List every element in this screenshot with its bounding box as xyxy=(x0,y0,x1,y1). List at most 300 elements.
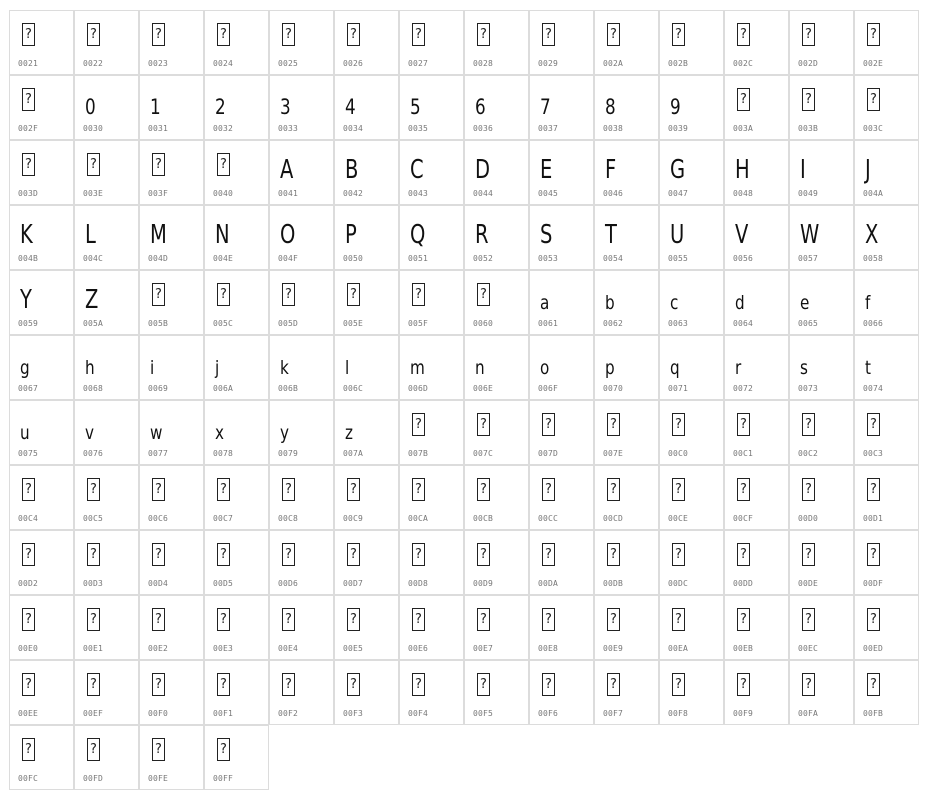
missing-glyph-icon: ? xyxy=(737,543,750,566)
glyph-character: 1 xyxy=(150,95,161,119)
missing-glyph-icon: ? xyxy=(152,608,165,631)
codepoint-label: 002A xyxy=(603,59,624,68)
glyph-character: 8 xyxy=(605,95,616,119)
codepoint-label: 00D7 xyxy=(343,579,364,588)
codepoint-label: 004D xyxy=(148,254,169,263)
glyph-cell xyxy=(854,140,919,205)
glyph-cell xyxy=(529,10,594,75)
glyph-cell xyxy=(854,530,919,595)
codepoint-label: 0073 xyxy=(798,384,819,393)
codepoint-label: 00E4 xyxy=(278,644,299,653)
codepoint-label: 0053 xyxy=(538,254,559,263)
glyph-cell xyxy=(594,205,659,270)
codepoint-label: 006F xyxy=(538,384,559,393)
glyph-cell xyxy=(399,660,464,725)
glyph-character: f xyxy=(865,292,871,314)
glyph-cell xyxy=(204,595,269,660)
codepoint-label: 002E xyxy=(863,59,884,68)
glyph-cell xyxy=(9,660,74,725)
glyph-cell xyxy=(269,270,334,335)
glyph-cell xyxy=(9,725,74,790)
codepoint-label: 005C xyxy=(213,319,234,328)
glyph-character: h xyxy=(85,357,95,379)
glyph-character: F xyxy=(605,155,617,185)
glyph-cell xyxy=(9,10,74,75)
glyph-cell xyxy=(399,335,464,400)
codepoint-label: 004A xyxy=(863,189,884,198)
codepoint-label: 003D xyxy=(18,189,39,198)
glyph-cell xyxy=(464,270,529,335)
codepoint-label: 00D2 xyxy=(18,579,39,588)
glyph-cell xyxy=(204,465,269,530)
glyph-cell xyxy=(334,140,399,205)
glyph-cell xyxy=(269,335,334,400)
codepoint-label: 005A xyxy=(83,319,104,328)
codepoint-label: 00DC xyxy=(668,579,689,588)
codepoint-label: 0039 xyxy=(668,124,689,133)
glyph-cell xyxy=(139,660,204,725)
codepoint-label: 0047 xyxy=(668,189,689,198)
codepoint-label: 0071 xyxy=(668,384,689,393)
missing-glyph-icon: ? xyxy=(282,478,295,501)
glyph-cell xyxy=(334,10,399,75)
glyph-character: L xyxy=(85,220,96,250)
codepoint-label: 004C xyxy=(83,254,104,263)
missing-glyph-icon: ? xyxy=(412,283,425,306)
codepoint-label: 003F xyxy=(148,189,169,198)
missing-glyph-icon: ? xyxy=(152,283,165,306)
codepoint-label: 0021 xyxy=(18,59,39,68)
codepoint-label: 0030 xyxy=(83,124,104,133)
missing-glyph-icon: ? xyxy=(802,413,815,436)
glyph-cell xyxy=(854,335,919,400)
missing-glyph-icon: ? xyxy=(802,608,815,631)
glyph-cell xyxy=(269,205,334,270)
glyph-character: d xyxy=(735,292,745,314)
codepoint-label: 003A xyxy=(733,124,754,133)
codepoint-label: 006B xyxy=(278,384,299,393)
codepoint-label: 00E5 xyxy=(343,644,364,653)
codepoint-label: 0025 xyxy=(278,59,299,68)
glyph-cell xyxy=(529,270,594,335)
glyph-character: 2 xyxy=(215,95,226,119)
glyph-cell xyxy=(334,205,399,270)
missing-glyph-icon: ? xyxy=(672,478,685,501)
glyph-cell xyxy=(789,400,854,465)
codepoint-label: 00FC xyxy=(18,774,39,783)
codepoint-label: 006C xyxy=(343,384,364,393)
missing-glyph-icon: ? xyxy=(737,413,750,436)
codepoint-label: 00C7 xyxy=(213,514,234,523)
missing-glyph-icon: ? xyxy=(152,153,165,176)
codepoint-label: 00EF xyxy=(83,709,104,718)
codepoint-label: 00F9 xyxy=(733,709,754,718)
codepoint-label: 002D xyxy=(798,59,819,68)
codepoint-label: 00D9 xyxy=(473,579,494,588)
codepoint-label: 003E xyxy=(83,189,104,198)
codepoint-label: 004E xyxy=(213,254,234,263)
missing-glyph-icon: ? xyxy=(347,543,360,566)
glyph-cell xyxy=(269,400,334,465)
codepoint-label: 0028 xyxy=(473,59,494,68)
glyph-cell xyxy=(724,530,789,595)
codepoint-label: 00D6 xyxy=(278,579,299,588)
codepoint-label: 0076 xyxy=(83,449,104,458)
glyph-cell xyxy=(204,660,269,725)
codepoint-label: 0072 xyxy=(733,384,754,393)
codepoint-label: 0054 xyxy=(603,254,624,263)
glyph-cell xyxy=(529,530,594,595)
codepoint-label: 00CA xyxy=(408,514,429,523)
glyph-cell xyxy=(74,400,139,465)
glyph-cell xyxy=(139,465,204,530)
glyph-cell xyxy=(139,270,204,335)
glyph-character: M xyxy=(150,220,167,250)
glyph-cell xyxy=(854,270,919,335)
glyph-cell xyxy=(9,335,74,400)
missing-glyph-icon: ? xyxy=(217,283,230,306)
glyph-cell xyxy=(334,465,399,530)
missing-glyph-icon: ? xyxy=(477,283,490,306)
codepoint-label: 00F7 xyxy=(603,709,624,718)
missing-glyph-icon: ? xyxy=(347,478,360,501)
missing-glyph-icon: ? xyxy=(347,673,360,696)
glyph-cell xyxy=(854,660,919,725)
codepoint-label: 0045 xyxy=(538,189,559,198)
glyph-cell xyxy=(139,75,204,140)
codepoint-label: 00C4 xyxy=(18,514,39,523)
glyph-cell xyxy=(9,465,74,530)
codepoint-label: 007B xyxy=(408,449,429,458)
glyph-cell xyxy=(269,465,334,530)
codepoint-label: 0061 xyxy=(538,319,559,328)
glyph-cell xyxy=(789,335,854,400)
codepoint-label: 0022 xyxy=(83,59,104,68)
glyph-cell xyxy=(9,205,74,270)
glyph-cell xyxy=(334,270,399,335)
missing-glyph-icon: ? xyxy=(867,673,880,696)
missing-glyph-icon: ? xyxy=(347,608,360,631)
glyph-cell xyxy=(464,660,529,725)
glyph-cell xyxy=(74,75,139,140)
glyph-cell xyxy=(334,660,399,725)
codepoint-label: 00F4 xyxy=(408,709,429,718)
glyph-cell xyxy=(334,595,399,660)
missing-glyph-icon: ? xyxy=(412,23,425,46)
glyph-cell xyxy=(204,205,269,270)
glyph-character: w xyxy=(150,422,163,444)
codepoint-label: 0046 xyxy=(603,189,624,198)
glyph-cell xyxy=(529,205,594,270)
glyph-cell xyxy=(269,140,334,205)
glyph-cell xyxy=(139,725,204,790)
glyph-cell xyxy=(204,140,269,205)
codepoint-label: 00E8 xyxy=(538,644,559,653)
glyph-character: Q xyxy=(410,220,426,250)
codepoint-label: 00EC xyxy=(798,644,819,653)
glyph-cell xyxy=(594,530,659,595)
codepoint-label: 0055 xyxy=(668,254,689,263)
glyph-cell xyxy=(529,660,594,725)
codepoint-label: 00E0 xyxy=(18,644,39,653)
codepoint-label: 00F3 xyxy=(343,709,364,718)
missing-glyph-icon: ? xyxy=(867,413,880,436)
glyph-cell xyxy=(529,140,594,205)
glyph-cell xyxy=(74,140,139,205)
missing-glyph-icon: ? xyxy=(22,673,35,696)
glyph-cell xyxy=(789,660,854,725)
missing-glyph-icon: ? xyxy=(607,673,620,696)
codepoint-label: 0029 xyxy=(538,59,559,68)
codepoint-label: 00C6 xyxy=(148,514,169,523)
glyph-character: 3 xyxy=(280,95,291,119)
codepoint-label: 00F2 xyxy=(278,709,299,718)
codepoint-label: 00E1 xyxy=(83,644,104,653)
glyph-character: J xyxy=(865,155,871,185)
glyph-character: A xyxy=(280,155,294,185)
glyph-cell xyxy=(659,465,724,530)
codepoint-label: 00D3 xyxy=(83,579,104,588)
glyph-cell xyxy=(204,530,269,595)
glyph-cell xyxy=(204,270,269,335)
glyph-cell xyxy=(789,205,854,270)
missing-glyph-icon: ? xyxy=(802,543,815,566)
codepoint-label: 0041 xyxy=(278,189,299,198)
codepoint-label: 00DE xyxy=(798,579,819,588)
glyph-cell xyxy=(9,140,74,205)
missing-glyph-icon: ? xyxy=(737,673,750,696)
glyph-cell xyxy=(399,140,464,205)
missing-glyph-icon: ? xyxy=(542,413,555,436)
codepoint-label: 006D xyxy=(408,384,429,393)
glyph-cell xyxy=(529,75,594,140)
glyph-character: l xyxy=(345,357,350,379)
glyph-cell xyxy=(399,465,464,530)
missing-glyph-icon: ? xyxy=(867,88,880,111)
missing-glyph-icon: ? xyxy=(152,543,165,566)
glyph-cell xyxy=(854,75,919,140)
glyph-cell xyxy=(269,595,334,660)
glyph-cell xyxy=(204,335,269,400)
glyph-character: G xyxy=(670,155,686,185)
glyph-cell xyxy=(659,335,724,400)
missing-glyph-icon: ? xyxy=(282,23,295,46)
missing-glyph-icon: ? xyxy=(22,153,35,176)
codepoint-label: 00C2 xyxy=(798,449,819,458)
glyph-character: D xyxy=(475,155,491,185)
glyph-character: V xyxy=(735,220,749,250)
missing-glyph-icon: ? xyxy=(152,738,165,761)
glyph-cell xyxy=(139,400,204,465)
glyph-cell xyxy=(659,75,724,140)
glyph-character: r xyxy=(735,357,742,379)
codepoint-label: 007D xyxy=(538,449,559,458)
missing-glyph-icon: ? xyxy=(217,673,230,696)
missing-glyph-icon: ? xyxy=(542,673,555,696)
codepoint-label: 0058 xyxy=(863,254,884,263)
glyph-cell xyxy=(529,465,594,530)
codepoint-label: 0077 xyxy=(148,449,169,458)
codepoint-label: 00D1 xyxy=(863,514,884,523)
missing-glyph-icon: ? xyxy=(412,608,425,631)
missing-glyph-icon: ? xyxy=(347,23,360,46)
glyph-cell xyxy=(399,270,464,335)
codepoint-label: 00C1 xyxy=(733,449,754,458)
codepoint-label: 0034 xyxy=(343,124,364,133)
codepoint-label: 0070 xyxy=(603,384,624,393)
missing-glyph-icon: ? xyxy=(542,608,555,631)
missing-glyph-icon: ? xyxy=(672,413,685,436)
codepoint-label: 00C0 xyxy=(668,449,689,458)
glyph-character: X xyxy=(865,220,879,250)
missing-glyph-icon: ? xyxy=(607,608,620,631)
missing-glyph-icon: ? xyxy=(672,23,685,46)
glyph-cell xyxy=(659,205,724,270)
glyph-cell xyxy=(464,10,529,75)
glyph-cell xyxy=(659,660,724,725)
glyph-character: k xyxy=(280,357,289,379)
missing-glyph-icon: ? xyxy=(867,543,880,566)
missing-glyph-icon: ? xyxy=(607,543,620,566)
codepoint-label: 0031 xyxy=(148,124,169,133)
glyph-cell xyxy=(854,400,919,465)
glyph-cell xyxy=(399,205,464,270)
missing-glyph-icon: ? xyxy=(282,608,295,631)
glyph-character: n xyxy=(475,357,485,379)
missing-glyph-icon: ? xyxy=(802,88,815,111)
codepoint-label: 007E xyxy=(603,449,624,458)
codepoint-label: 00ED xyxy=(863,644,884,653)
codepoint-label: 005E xyxy=(343,319,364,328)
glyph-cell xyxy=(724,10,789,75)
glyph-cell xyxy=(594,270,659,335)
missing-glyph-icon: ? xyxy=(22,608,35,631)
glyph-cell xyxy=(464,400,529,465)
glyph-character: m xyxy=(410,357,425,379)
glyph-cell xyxy=(74,660,139,725)
missing-glyph-icon: ? xyxy=(87,608,100,631)
codepoint-label: 00EE xyxy=(18,709,39,718)
codepoint-label: 0057 xyxy=(798,254,819,263)
glyph-cell xyxy=(9,530,74,595)
missing-glyph-icon: ? xyxy=(867,478,880,501)
glyph-cell xyxy=(334,75,399,140)
glyph-character: b xyxy=(605,292,615,314)
codepoint-label: 006E xyxy=(473,384,494,393)
glyph-cell xyxy=(464,335,529,400)
missing-glyph-icon: ? xyxy=(672,543,685,566)
codepoint-label: 0033 xyxy=(278,124,299,133)
glyph-cell xyxy=(334,335,399,400)
glyph-cell xyxy=(334,400,399,465)
codepoint-label: 0027 xyxy=(408,59,429,68)
codepoint-label: 0075 xyxy=(18,449,39,458)
glyph-cell xyxy=(74,10,139,75)
glyph-character: i xyxy=(150,357,155,379)
missing-glyph-icon: ? xyxy=(87,673,100,696)
missing-glyph-icon: ? xyxy=(87,478,100,501)
glyph-character: x xyxy=(215,422,224,444)
missing-glyph-icon: ? xyxy=(542,23,555,46)
codepoint-label: 00F6 xyxy=(538,709,559,718)
codepoint-label: 003B xyxy=(798,124,819,133)
glyph-cell xyxy=(724,205,789,270)
missing-glyph-icon: ? xyxy=(217,23,230,46)
missing-glyph-icon: ? xyxy=(607,23,620,46)
glyph-cell xyxy=(74,205,139,270)
missing-glyph-icon: ? xyxy=(87,738,100,761)
glyph-cell xyxy=(594,465,659,530)
codepoint-label: 0068 xyxy=(83,384,104,393)
glyph-cell xyxy=(204,725,269,790)
codepoint-label: 00F8 xyxy=(668,709,689,718)
glyph-cell xyxy=(659,530,724,595)
codepoint-label: 006A xyxy=(213,384,234,393)
missing-glyph-icon: ? xyxy=(737,608,750,631)
missing-glyph-icon: ? xyxy=(217,153,230,176)
codepoint-label: 00CB xyxy=(473,514,494,523)
glyph-cell xyxy=(204,10,269,75)
glyph-character: o xyxy=(540,357,550,379)
codepoint-label: 0051 xyxy=(408,254,429,263)
codepoint-label: 004F xyxy=(278,254,299,263)
codepoint-label: 00FF xyxy=(213,774,234,783)
codepoint-label: 00F1 xyxy=(213,709,234,718)
missing-glyph-icon: ? xyxy=(217,478,230,501)
glyph-character: Z xyxy=(85,285,99,315)
codepoint-label: 0040 xyxy=(213,189,234,198)
glyph-cell xyxy=(74,270,139,335)
missing-glyph-icon: ? xyxy=(22,88,35,111)
codepoint-label: 007C xyxy=(473,449,494,458)
missing-glyph-icon: ? xyxy=(152,478,165,501)
codepoint-label: 0074 xyxy=(863,384,884,393)
codepoint-label: 00D4 xyxy=(148,579,169,588)
glyph-character: C xyxy=(410,155,424,185)
glyph-cell xyxy=(204,400,269,465)
codepoint-label: 0048 xyxy=(733,189,754,198)
glyph-cell xyxy=(139,530,204,595)
codepoint-label: 0023 xyxy=(148,59,169,68)
glyph-character: Y xyxy=(20,285,32,315)
missing-glyph-icon: ? xyxy=(802,478,815,501)
glyph-cell xyxy=(74,595,139,660)
codepoint-label: 00DB xyxy=(603,579,624,588)
codepoint-label: 00DF xyxy=(863,579,884,588)
missing-glyph-icon: ? xyxy=(87,153,100,176)
glyph-cell xyxy=(724,270,789,335)
glyph-cell xyxy=(594,400,659,465)
missing-glyph-icon: ? xyxy=(867,23,880,46)
glyph-cell xyxy=(269,10,334,75)
glyph-cell xyxy=(9,75,74,140)
codepoint-label: 0044 xyxy=(473,189,494,198)
glyph-cell xyxy=(529,400,594,465)
missing-glyph-icon: ? xyxy=(672,608,685,631)
codepoint-label: 0042 xyxy=(343,189,364,198)
missing-glyph-icon: ? xyxy=(217,608,230,631)
glyph-character: j xyxy=(215,357,220,379)
codepoint-label: 004B xyxy=(18,254,39,263)
glyph-cell xyxy=(139,10,204,75)
codepoint-label: 00E7 xyxy=(473,644,494,653)
codepoint-label: 0067 xyxy=(18,384,39,393)
glyph-cell xyxy=(854,205,919,270)
missing-glyph-icon: ? xyxy=(217,738,230,761)
codepoint-label: 003C xyxy=(863,124,884,133)
missing-glyph-icon: ? xyxy=(802,673,815,696)
codepoint-label: 00E3 xyxy=(213,644,234,653)
